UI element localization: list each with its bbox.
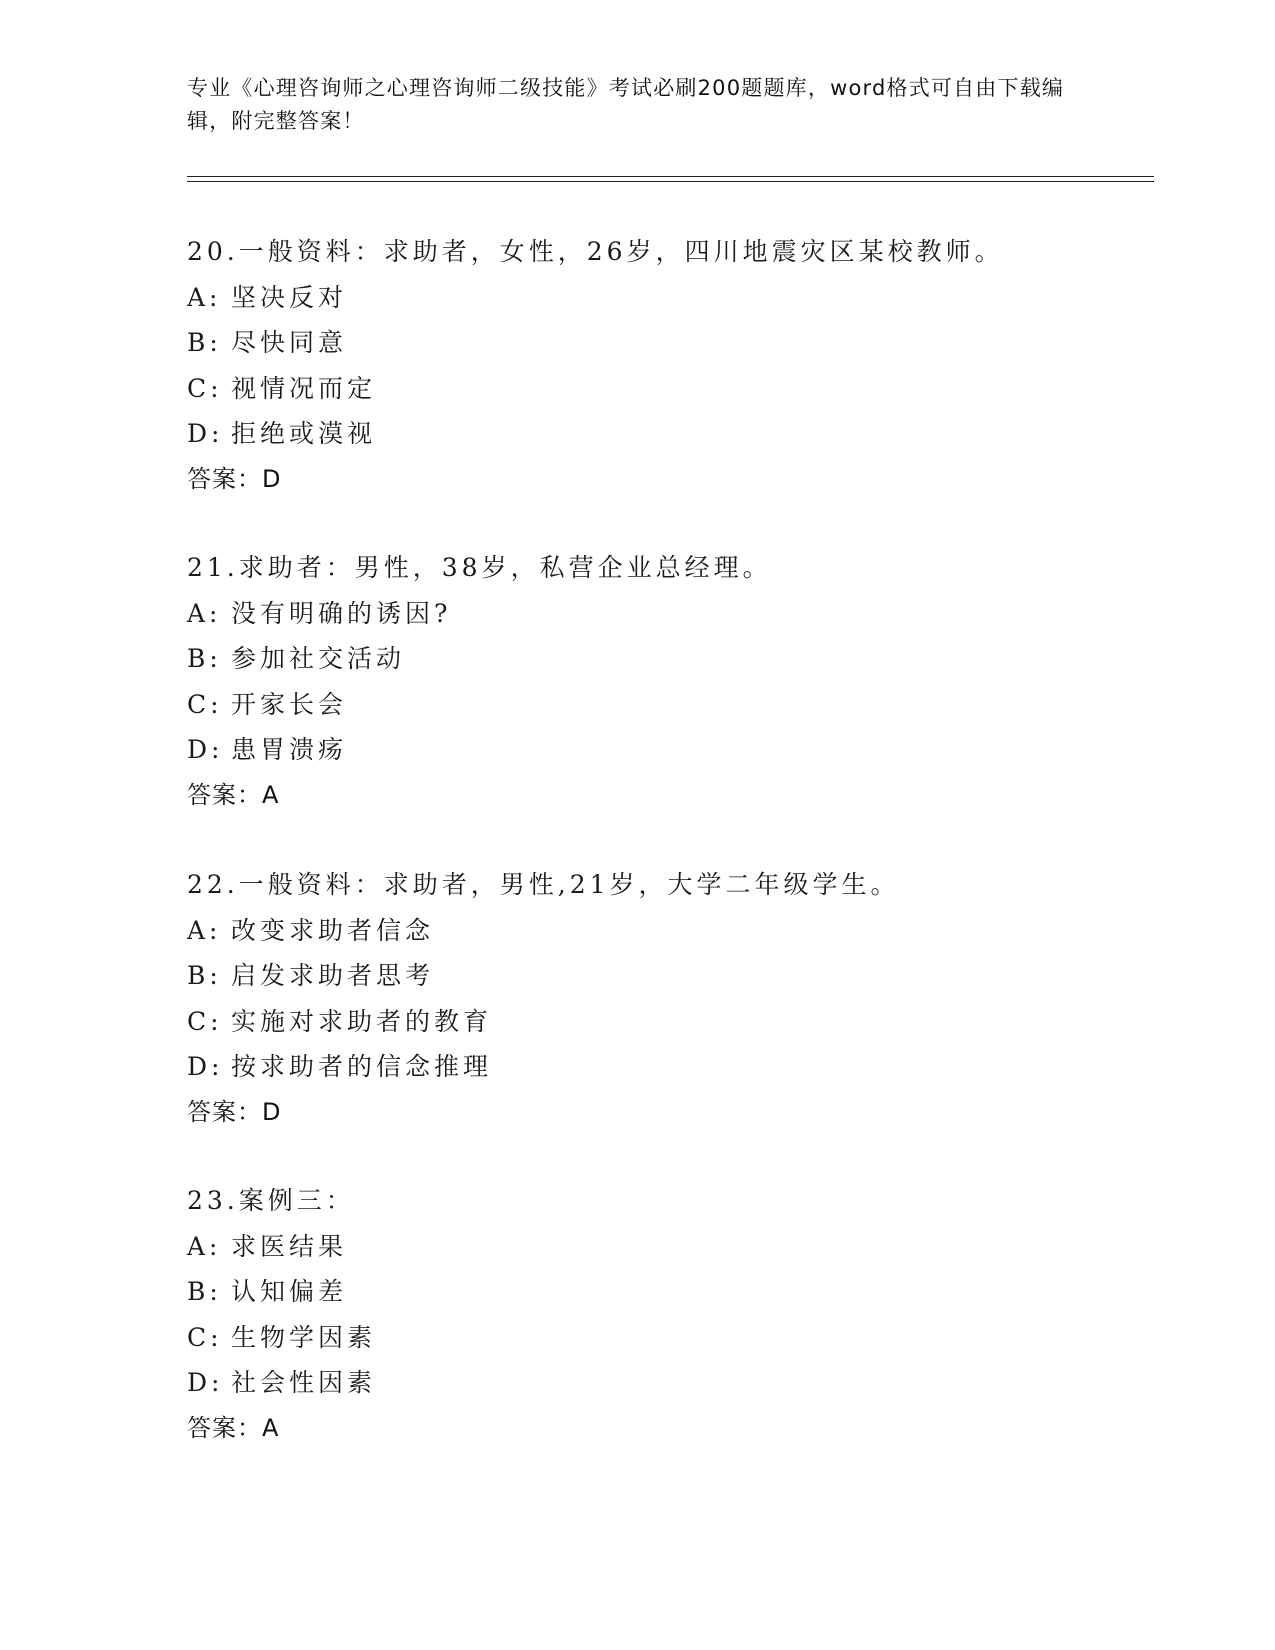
option-a: [187, 1224, 1167, 1270]
question-stem-text: 一般资料：求助者，女性，26岁，四川地震灾区某校教师。: [238, 237, 1004, 266]
option-text: 生物学因素: [231, 1322, 377, 1352]
option-a: [187, 275, 1167, 321]
option-letter: B:: [187, 328, 222, 357]
question-number: 20.: [187, 237, 239, 266]
answer-value: D: [262, 1097, 282, 1126]
option-text: 没有明确的诱因?: [231, 598, 452, 628]
option-c: [187, 366, 1167, 412]
option-b: [187, 636, 1167, 682]
question-stem: [187, 545, 1167, 591]
option-letter: D:: [187, 735, 224, 764]
option-letter: A:: [187, 282, 222, 312]
option-text: 尽快同意: [231, 328, 348, 357]
option-letter: A:: [187, 1231, 222, 1261]
question-22: [187, 862, 1167, 1135]
option-d: [187, 411, 1167, 457]
question-number: 22.: [187, 870, 239, 899]
question-stem: [187, 862, 1167, 908]
option-letter: B:: [187, 644, 222, 673]
question-stem-text: 案例三：: [238, 1186, 355, 1215]
question-stem-text: 求助者：男性，38岁，私营企业总经理。: [238, 553, 772, 582]
option-b: [187, 320, 1167, 366]
option-c: [187, 1315, 1167, 1361]
option-c: [187, 999, 1167, 1045]
option-a: [187, 591, 1167, 637]
option-text: 坚决反对: [231, 282, 348, 312]
question-stem: [187, 229, 1167, 275]
option-a: [187, 908, 1167, 954]
option-letter: C:: [187, 373, 223, 403]
option-letter: D:: [187, 1052, 224, 1081]
option-text: 启发求助者思考: [231, 961, 435, 990]
question-stem: [187, 1178, 1167, 1224]
answer-line: [187, 1406, 1167, 1452]
header-divider-bottom: [187, 181, 1154, 182]
question-stem-text: 一般资料：求助者，男性,21岁，大学二年级学生。: [238, 870, 900, 899]
option-text: 开家长会: [231, 689, 348, 719]
answer-label: 答案：: [187, 780, 262, 809]
option-text: 参加社交活动: [231, 644, 406, 673]
question-20: [187, 229, 1167, 502]
question-23: [187, 1178, 1167, 1451]
option-text: 认知偏差: [231, 1277, 348, 1306]
question-21: [187, 545, 1167, 818]
option-letter: C:: [187, 1006, 223, 1036]
option-c: [187, 682, 1167, 728]
option-letter: C:: [187, 1322, 223, 1352]
answer-label: 答案：: [187, 1097, 262, 1126]
answer-label: 答案：: [187, 464, 262, 493]
answer-value: D: [262, 464, 282, 493]
option-letter: B:: [187, 961, 222, 990]
option-text: 视情况而定: [231, 373, 377, 403]
option-text: 社会性因素: [231, 1368, 377, 1397]
option-text: 改变求助者信念: [231, 915, 435, 945]
option-text: 求医结果: [231, 1231, 348, 1261]
option-text: 患胃溃疡: [231, 735, 348, 764]
option-b: [187, 953, 1167, 999]
question-number: 23.: [187, 1186, 239, 1215]
option-text: 按求助者的信念推理: [231, 1052, 493, 1081]
option-letter: A:: [187, 915, 222, 945]
answer-value: A: [262, 1413, 280, 1442]
intro-paragraph: [187, 72, 1067, 138]
option-letter: D:: [187, 1368, 224, 1397]
option-letter: A:: [187, 598, 222, 628]
answer-value: A: [262, 780, 280, 809]
answer-label: 答案：: [187, 1413, 262, 1442]
intro-text: 专业《心理咨询师之心理咨询师二级技能》考试必刷200题题库，word格式可自由下载编辑，附完整答案！: [187, 76, 1065, 133]
answer-line: [187, 773, 1167, 819]
option-d: [187, 1360, 1167, 1406]
option-letter: D:: [187, 419, 224, 448]
answer-line: [187, 457, 1167, 503]
option-b: [187, 1269, 1167, 1315]
header-divider-top: [187, 176, 1154, 177]
answer-line: [187, 1090, 1167, 1136]
option-d: [187, 1044, 1167, 1090]
option-letter: B:: [187, 1277, 222, 1306]
option-letter: C:: [187, 689, 223, 719]
question-number: 21.: [187, 553, 239, 582]
option-text: 实施对求助者的教育: [231, 1006, 493, 1036]
option-text: 拒绝或漠视: [231, 419, 377, 448]
option-d: [187, 727, 1167, 773]
